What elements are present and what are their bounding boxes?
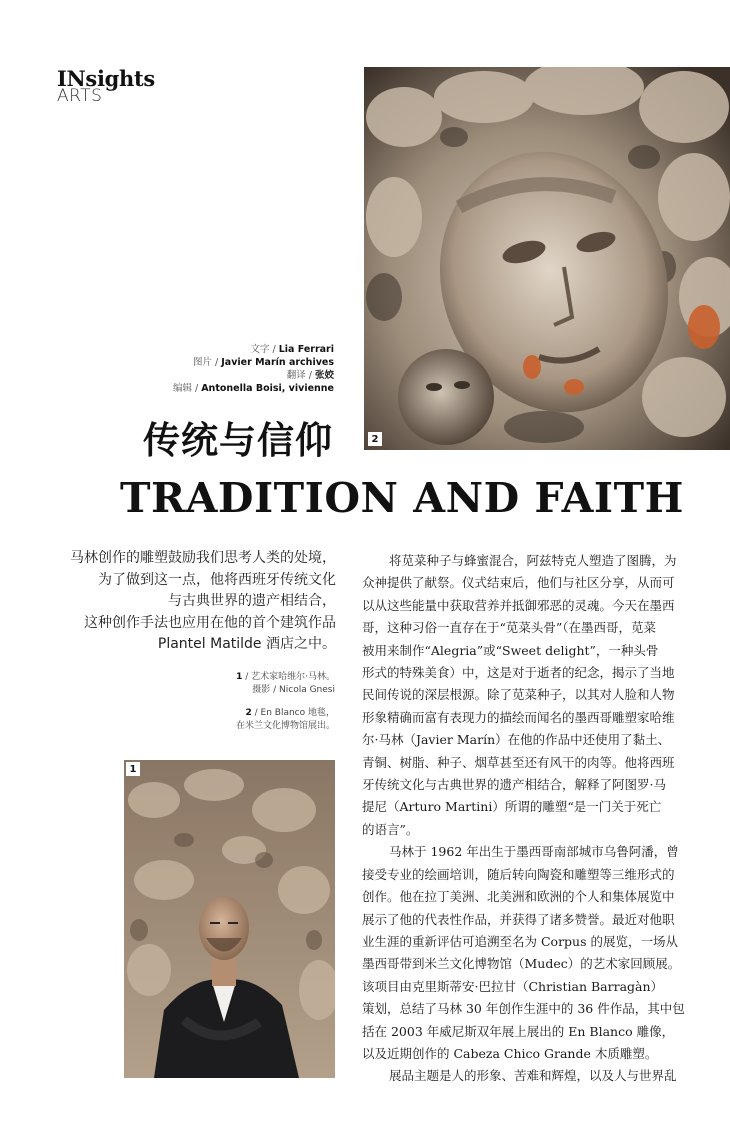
credit-value: 张姣 bbox=[314, 370, 334, 381]
credit-label: 文字 / bbox=[250, 344, 279, 355]
credits-block bbox=[134, 343, 334, 395]
lead-paragraph bbox=[40, 548, 336, 656]
caption-number: 2 bbox=[245, 708, 252, 718]
body-line: 展品主题是人的形象、苦难和辉煌，以及人与世界乱 bbox=[389, 1068, 677, 1084]
body-line: 将苋菜种子与蜂蜜混合，阿兹特克人塑造了图腾，为 bbox=[389, 553, 677, 568]
caption-line bbox=[135, 707, 335, 720]
caption-line: 在米兰文化博物馆展出。 bbox=[235, 720, 335, 731]
caption-text: / 艺术家哈维尔·马林。 bbox=[242, 672, 335, 682]
body-line: 该项目由克里斯蒂安·巴拉甘（Christian Barragàn） bbox=[362, 978, 664, 994]
credit-row bbox=[134, 343, 334, 356]
body-line: 以及近期创作的 Cabeza Chico Grande 木质雕塑。 bbox=[362, 1045, 658, 1061]
photo-number-label: 1 bbox=[126, 762, 140, 776]
masthead bbox=[57, 68, 155, 105]
article-title-chinese: 传统与信仰 bbox=[143, 419, 333, 462]
lead-line: 马林创作的雕塑鼓励我们思考人类的处境， bbox=[70, 550, 336, 566]
body-line: 民间传说的深层根源。除了苋菜种子，以其对人脸和人物 bbox=[362, 687, 675, 703]
body-line: 业生涯的重新评估可追溯至名为 Corpus 的展览，一场从 bbox=[362, 933, 678, 949]
credit-label: 编辑 / bbox=[172, 383, 202, 394]
body-line: 展示了他的代表性作品，并获得了诸多赞誉。最近对他职 bbox=[362, 911, 675, 927]
body-line: 括在 2003 年威尼斯双年展上展出的 En Blanco 雕像， bbox=[362, 1023, 675, 1039]
photo-number-label: 2 bbox=[368, 432, 382, 446]
body-line: 以从这些能量中获取营养并抵御邪恶的灵魂。今天在墨西 bbox=[362, 597, 675, 613]
section-name: ARTS bbox=[57, 86, 103, 106]
lead-line: 与古典世界的遗产相结合， bbox=[168, 593, 336, 609]
body-line: 马林于 1962 年出生于墨西哥南部城市乌鲁阿潘，曾 bbox=[389, 844, 679, 860]
body-line: 形式的特殊美食）中，这是对于逝者的纪念，揭示了当地 bbox=[362, 665, 675, 681]
caption-line: 摄影 / Nicola Gnesi bbox=[252, 684, 335, 695]
body-line: 策划，总结了马林 30 年创作生涯中的 36 件作品，其中包 bbox=[362, 1001, 685, 1017]
credit-row bbox=[134, 382, 334, 395]
body-line: 接受专业的绘画培训，随后转向陶瓷和雕塑等三维形式的 bbox=[362, 866, 675, 882]
body-line: 牙传统文化与古典世界的遗产相结合，解释了阿图罗·马 bbox=[362, 777, 666, 793]
photo-caption-2 bbox=[135, 707, 335, 732]
credit-value: Antonella Boisi, vivienne bbox=[201, 383, 334, 394]
body-line: 被用来制作“Alegria”或“Sweet delight”，一种头骨 bbox=[362, 642, 659, 658]
credit-label: 翻译 / bbox=[286, 370, 315, 381]
brand-name: INsights bbox=[57, 66, 155, 91]
body-line: 创作。他在拉丁美洲、北美洲和欧洲的个人和集体展览中 bbox=[362, 889, 675, 905]
credit-label: 图片 / bbox=[193, 357, 222, 368]
lead-line: 为了做到这一点，他将西班牙传统文化 bbox=[98, 571, 336, 588]
body-line: 的语言”。 bbox=[362, 821, 419, 837]
caption-number: 1 bbox=[236, 672, 243, 682]
body-line: 形象精确而富有表现力的描绘而闻名的墨西哥雕塑家哈维 bbox=[362, 709, 675, 725]
body-line: 尔·马林（Javier Marín）在他的作品中还使用了黏土、 bbox=[362, 732, 671, 748]
lead-line: Plantel Matilde 酒店之中。 bbox=[157, 636, 336, 652]
article-body bbox=[362, 550, 702, 1088]
credit-row bbox=[134, 356, 334, 369]
caption-text: / En Blanco 地毯， bbox=[251, 708, 335, 718]
hero-sculpture-photo bbox=[364, 67, 730, 450]
caption-line bbox=[135, 671, 335, 684]
article-title-english: TRADITION AND FAITH bbox=[120, 474, 684, 522]
body-line: 墨西哥带到米兰文化博物馆（Mudec）的艺术家回顾展。 bbox=[362, 956, 681, 972]
artist-portrait-photo bbox=[124, 760, 335, 1078]
body-line: 众神提供了献祭。仪式结束后，他们与社区分享，从而可 bbox=[362, 575, 675, 591]
body-line: 提尼（Arturo Martini）所谓的雕塑“是一门关于死亡 bbox=[362, 799, 662, 815]
credit-value: Javier Marín archives bbox=[221, 357, 334, 368]
body-line: 哥，这种习俗一直存在于“苋菜头骨”（在墨西哥，苋菜 bbox=[362, 620, 657, 636]
body-line: 青铜、树脂、种子、烟草甚至还有风干的肉等。他将西班 bbox=[362, 754, 675, 770]
credit-row bbox=[134, 369, 334, 382]
lead-line: 这种创作手法也应用在他的首个建筑作品 bbox=[84, 614, 336, 631]
photo-caption-1 bbox=[135, 671, 335, 696]
credit-value: Lia Ferrari bbox=[278, 344, 334, 355]
